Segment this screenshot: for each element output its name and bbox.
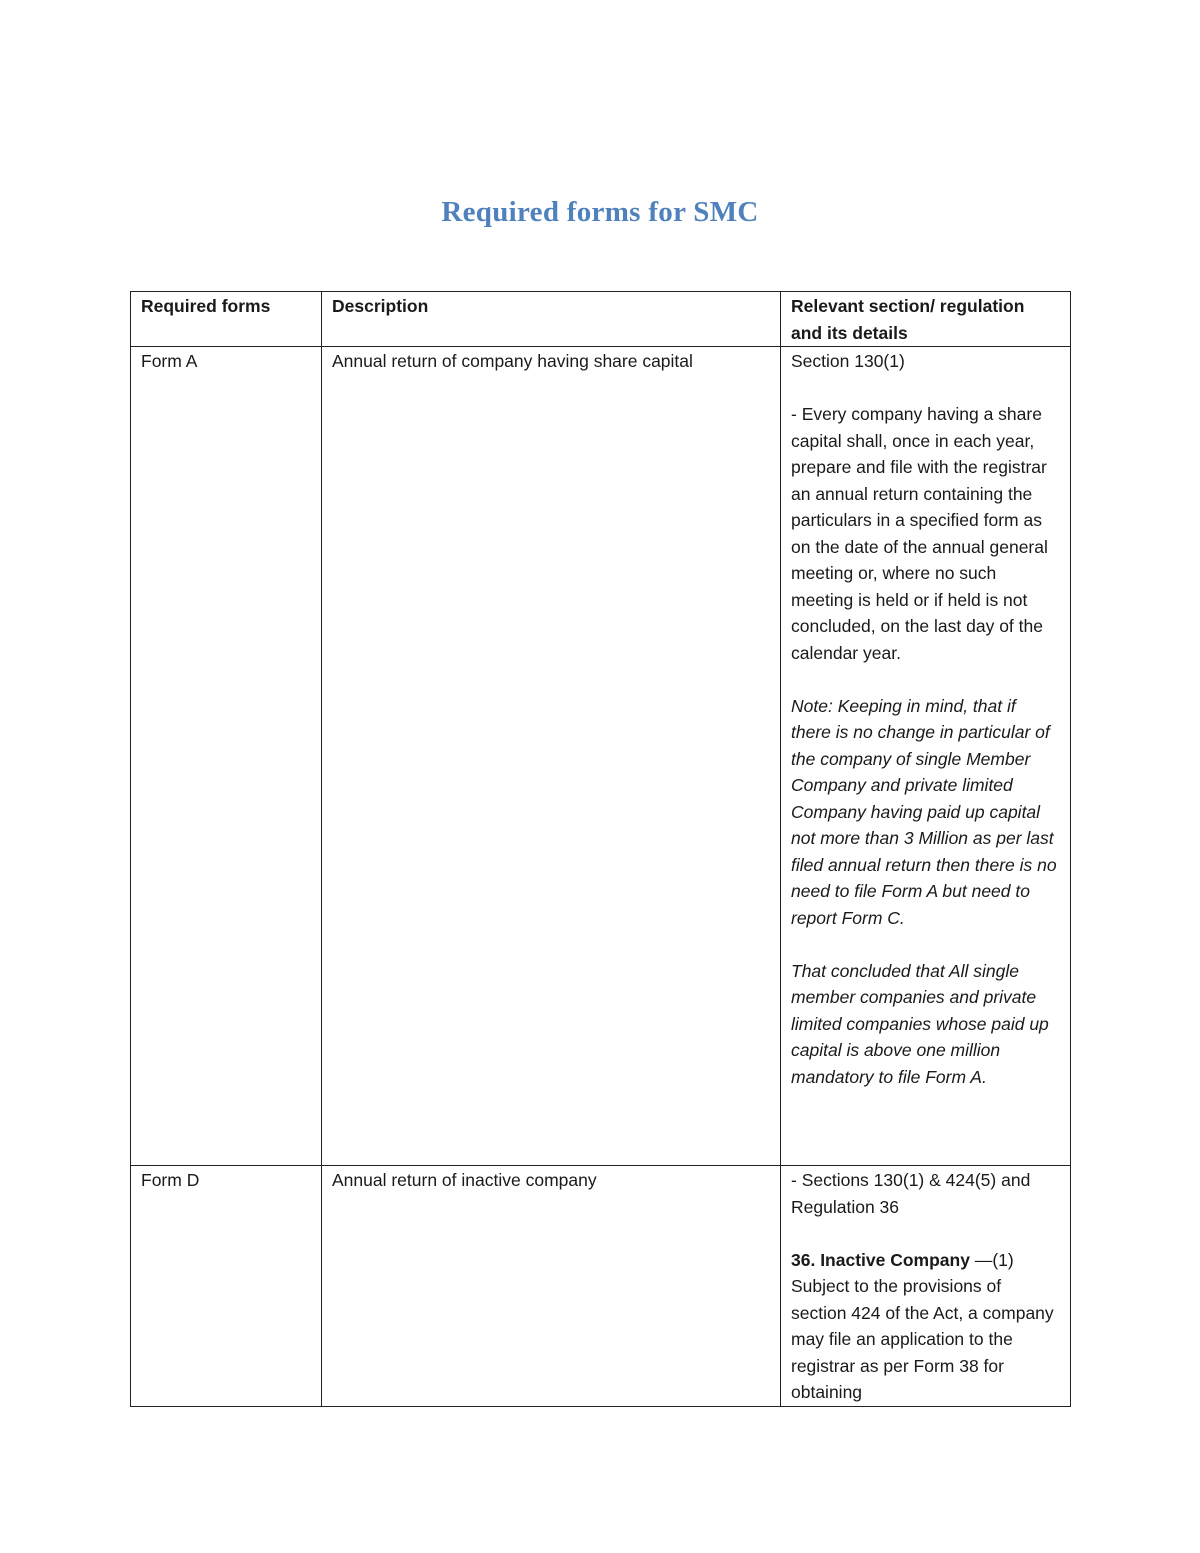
required-forms-table [130,291,1071,1407]
table-row [131,1166,1071,1407]
header-required-forms: Required forms [131,292,322,347]
header-relevant-section: Relevant section/ regulation and its details [781,292,1071,347]
details-cell [781,1166,1071,1407]
section-reference: Section 130(1) [791,351,905,371]
details-cell [781,347,1071,1166]
regulation-heading: 36. Inactive Company [791,1249,970,1270]
header-description: Description [322,292,781,347]
form-name-cell: Form D [131,1166,322,1407]
regulation-heading-suffix: —(1) [969,1249,1014,1270]
description-cell: Annual return of inactive company [322,1166,781,1407]
table-header-row [131,292,1071,347]
note-text: Note: Keeping in mind, that if there is no change in particular of the company of single Member Company and private limited Company having paid up capital not more than 3 Million as per last filed annual return then there is no need to file Form A but need to report Form C. [791,695,1057,928]
regulation-text: Subject to the provisions of section 424 of the Act, a company may file an application to the registrar as per Form 38 for obtaining [791,1276,1054,1402]
table-row [131,347,1071,1166]
regulation-paragraph [791,1247,1060,1406]
form-name-cell: Form A [131,347,322,1166]
conclusion-text: That concluded that All single member companies and private limited companies whose paid up capital is above one million mandatory to file Form A. [791,960,1049,1087]
section-text: - Every company having a share capital shall, once in each year, prepare and file with the registrar an annual return containing the particulars in a specified form as on the date of the annual general meeting or, where no such meeting is held or if held is not concluded, on the last day of the calendar year. [791,404,1048,663]
section-reference: - Sections 130(1) & 424(5) and Regulation 36 [791,1170,1031,1217]
description-cell: Annual return of company having share capital [322,347,781,1166]
page-title: Required forms for SMC [441,196,759,228]
